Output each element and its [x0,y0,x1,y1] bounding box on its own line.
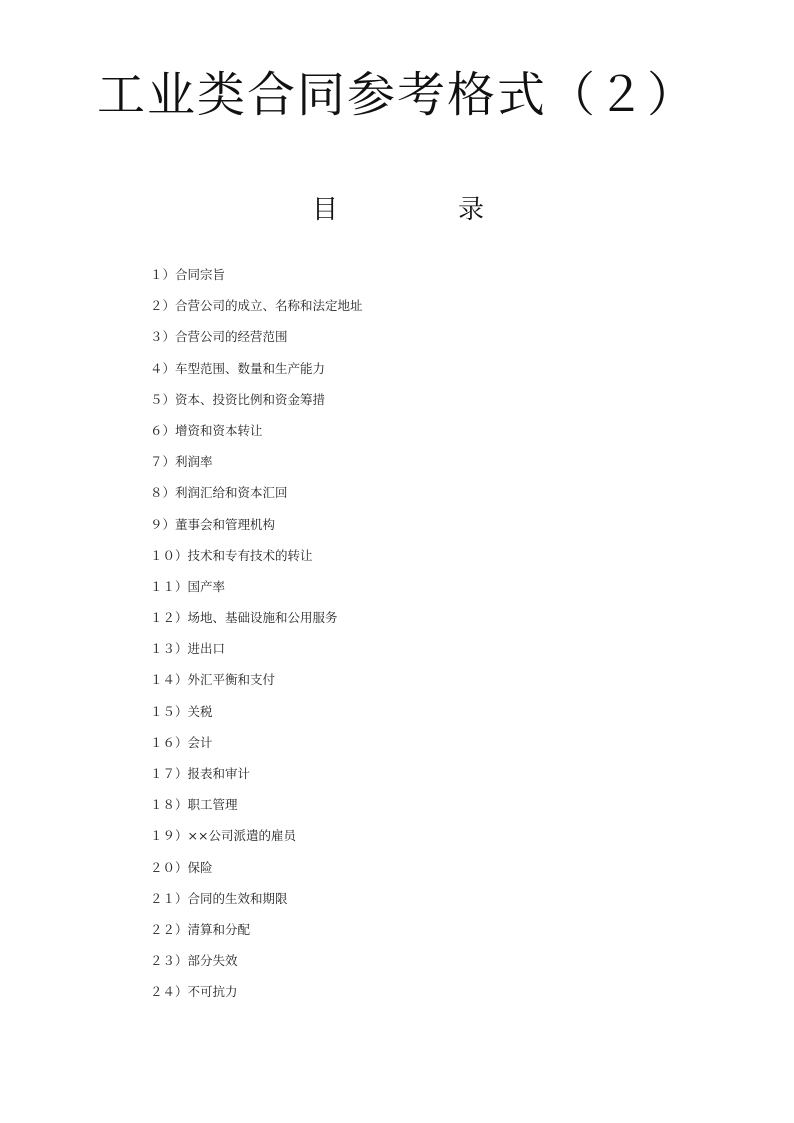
toc-item: １２）场地、基础设施和公用服务 [150,610,338,626]
toc-item: ２２）清算和分配 [150,921,251,937]
toc-item: ２０）保险 [150,859,213,875]
toc-item: ２１）合同的生效和期限 [150,890,288,906]
toc-item: ６）增资和资本转让 [150,422,263,438]
toc-item: ２）合营公司的成立、名称和法定地址 [150,298,363,314]
toc-item: ２４）不可抗力 [150,984,238,1000]
toc-list [150,265,363,1014]
toc-item: ４）车型范围、数量和生产能力 [150,360,326,376]
toc-item: １６）会计 [150,734,213,750]
toc-item: ７）利润率 [150,454,213,470]
toc-item: ９）董事会和管理机构 [150,516,276,532]
toc-item: １３）进出口 [150,641,226,657]
toc-item: ３）合营公司的经营范围 [150,329,288,345]
toc-item: １７）报表和审计 [150,766,251,781]
toc-item: １９）××公司派遣的雇员 [150,828,296,844]
toc-heading [0,193,794,229]
document-title: 工业类合同参考格式（２） [96,67,697,123]
toc-item: ８）利润汇给和资本汇回 [150,485,288,501]
toc-item: １０）技术和专有技术的转让 [150,547,313,563]
toc-item: １８）职工管理 [150,797,238,813]
toc-item: １）合同宗旨 [150,267,226,282]
toc-item: １１）国产率 [150,578,226,594]
toc-item: ５）资本、投资比例和资金筹措 [150,391,326,407]
toc-item: １４）外汇平衡和支付 [150,672,276,688]
toc-heading-right: 录 [458,195,485,225]
toc-item: ２３）部分失效 [150,953,238,969]
toc-item: １５）关税 [150,703,213,719]
toc-heading-left: 目 [312,195,339,225]
